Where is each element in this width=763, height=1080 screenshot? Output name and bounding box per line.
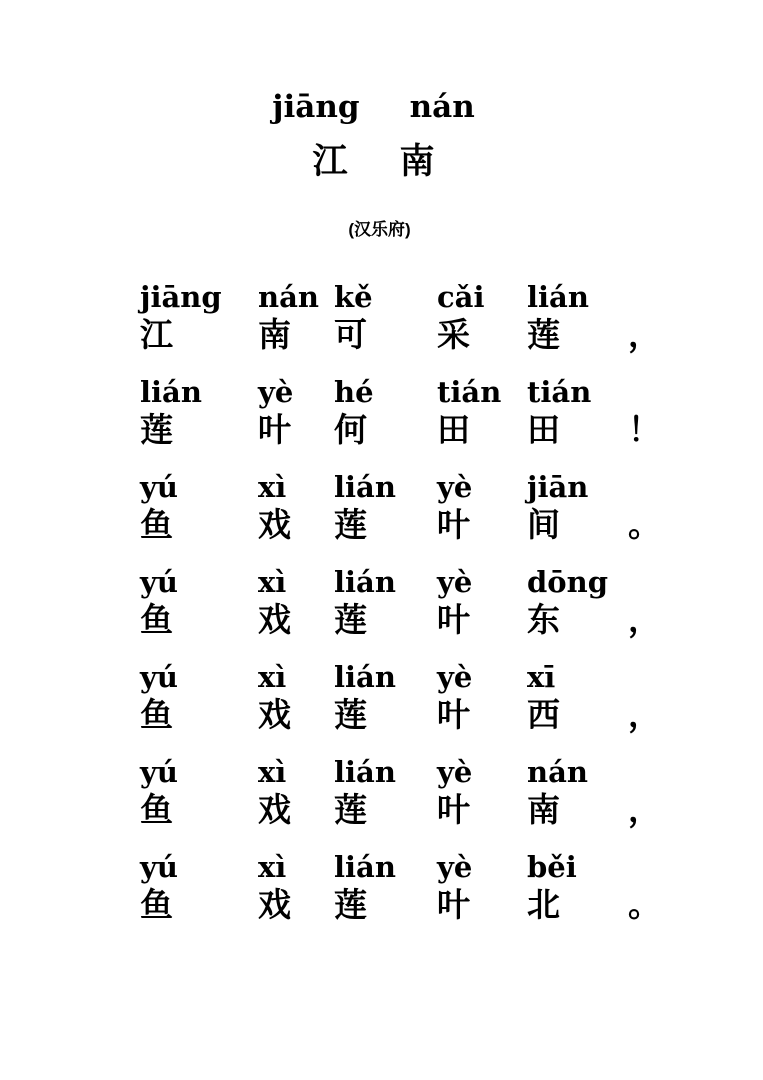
pinyin-syllable: jiāng [140, 280, 222, 314]
hanzi-row [140, 887, 763, 923]
hanzi-character: 西 [527, 696, 560, 733]
pinyin-syllable: lián [334, 755, 396, 789]
hanzi-character: 戏 [258, 601, 291, 638]
hanzi-character: 莲 [334, 886, 367, 923]
pinyin-syllable: yè [437, 660, 473, 694]
hanzi-character: 莲 [334, 696, 367, 733]
pinyin-row [140, 270, 763, 312]
pinyin-syllable: yè [437, 565, 473, 599]
pinyin-syllable: xì [258, 755, 287, 789]
hanzi-character: 叶 [437, 601, 470, 638]
pinyin-syllable: lián [334, 470, 396, 504]
pinyin-syllable: tián [437, 375, 502, 409]
pinyin-syllable: jiān [527, 470, 589, 504]
pinyin-syllable: yè [258, 375, 294, 409]
hanzi-character: 戏 [258, 791, 291, 828]
pinyin-syllable: lián [140, 375, 202, 409]
hanzi-character: 鱼 [140, 506, 173, 543]
pinyin-syllable: nán [258, 280, 319, 314]
pinyin-syllable: lián [334, 565, 396, 599]
hanzi-character: 南 [258, 316, 291, 353]
title-hanzi [0, 143, 755, 181]
hanzi-character: 北 [527, 886, 560, 923]
punctuation-mark: ！ [628, 411, 661, 448]
poem-line-5 [140, 650, 763, 745]
pinyin-syllable: xī [527, 660, 556, 694]
hanzi-character: 江 [140, 316, 173, 353]
hanzi-character: 鱼 [140, 601, 173, 638]
pinyin-row [140, 460, 763, 502]
hanzi-character: 鱼 [140, 696, 173, 733]
pinyin-syllable: nán [527, 755, 588, 789]
title-pinyin-word-1: jiāng [272, 89, 360, 125]
hanzi-row [140, 792, 763, 828]
pinyin-row [140, 365, 763, 407]
punctuation-mark: ， [628, 316, 661, 353]
pinyin-syllable: lián [527, 280, 589, 314]
hanzi-character: 采 [437, 316, 470, 353]
pinyin-syllable: běi [527, 850, 577, 884]
hanzi-character: 莲 [334, 791, 367, 828]
punctuation-mark: 。 [628, 886, 661, 923]
pinyin-syllable: hé [334, 375, 374, 409]
poem-line-3 [140, 460, 763, 555]
hanzi-character: 何 [334, 411, 367, 448]
poem-line-4 [140, 555, 763, 650]
pinyin-syllable: kě [334, 280, 373, 314]
pinyin-syllable: lián [334, 660, 396, 694]
hanzi-character: 东 [527, 601, 560, 638]
punctuation-mark: ， [628, 696, 661, 733]
hanzi-character: 戏 [258, 696, 291, 733]
hanzi-character: 莲 [140, 411, 173, 448]
pinyin-syllable: yè [437, 755, 473, 789]
pinyin-syllable: lián [334, 850, 396, 884]
hanzi-character: 莲 [334, 601, 367, 638]
hanzi-character: 田 [437, 411, 470, 448]
hanzi-character: 叶 [437, 886, 470, 923]
hanzi-character: 戏 [258, 506, 291, 543]
hanzi-character: 莲 [334, 506, 367, 543]
pinyin-row [140, 555, 763, 597]
pinyin-row [140, 745, 763, 787]
hanzi-character: 叶 [437, 506, 470, 543]
title-hanzi-char-2: 南 [399, 142, 435, 181]
pinyin-syllable: xì [258, 470, 287, 504]
title-attribution: (汉乐府) [348, 220, 411, 239]
hanzi-character: 叶 [437, 791, 470, 828]
hanzi-character: 叶 [437, 696, 470, 733]
poem-line-7 [140, 840, 763, 935]
hanzi-character: 鱼 [140, 791, 173, 828]
poem-line-1 [140, 270, 763, 365]
hanzi-character: 鱼 [140, 886, 173, 923]
hanzi-character: 可 [334, 316, 367, 353]
hanzi-character: 莲 [527, 316, 560, 353]
pinyin-syllable: yú [140, 850, 178, 884]
pinyin-row [140, 840, 763, 882]
pinyin-syllable: dōng [527, 565, 608, 599]
hanzi-row [140, 412, 763, 448]
hanzi-row [140, 602, 763, 638]
pinyin-syllable: yú [140, 660, 178, 694]
pinyin-syllable: tián [527, 375, 592, 409]
pinyin-syllable: yè [437, 850, 473, 884]
pinyin-syllable: xì [258, 850, 287, 884]
hanzi-row [140, 507, 763, 543]
pinyin-syllable: xì [258, 565, 287, 599]
hanzi-row [140, 317, 763, 353]
hanzi-character: 田 [527, 411, 560, 448]
poem-body [0, 270, 763, 935]
poem-line-6 [140, 745, 763, 840]
title-hanzi-char-1: 江 [312, 142, 348, 181]
pinyin-syllable: yú [140, 470, 178, 504]
hanzi-character: 间 [527, 506, 560, 543]
pinyin-syllable: yú [140, 565, 178, 599]
hanzi-character: 叶 [258, 411, 291, 448]
poem-line-2 [140, 365, 763, 460]
punctuation-mark: ， [628, 601, 661, 638]
pinyin-syllable: cǎi [437, 280, 485, 314]
hanzi-character: 南 [527, 791, 560, 828]
pinyin-syllable: xì [258, 660, 287, 694]
title-pinyin [0, 88, 755, 126]
punctuation-mark: ， [628, 791, 661, 828]
pinyin-syllable: yú [140, 755, 178, 789]
pinyin-row [140, 650, 763, 692]
punctuation-mark: 。 [628, 506, 661, 543]
title-pinyin-word-2: nán [409, 89, 475, 125]
hanzi-character: 戏 [258, 886, 291, 923]
pinyin-syllable: yè [437, 470, 473, 504]
hanzi-row [140, 697, 763, 733]
